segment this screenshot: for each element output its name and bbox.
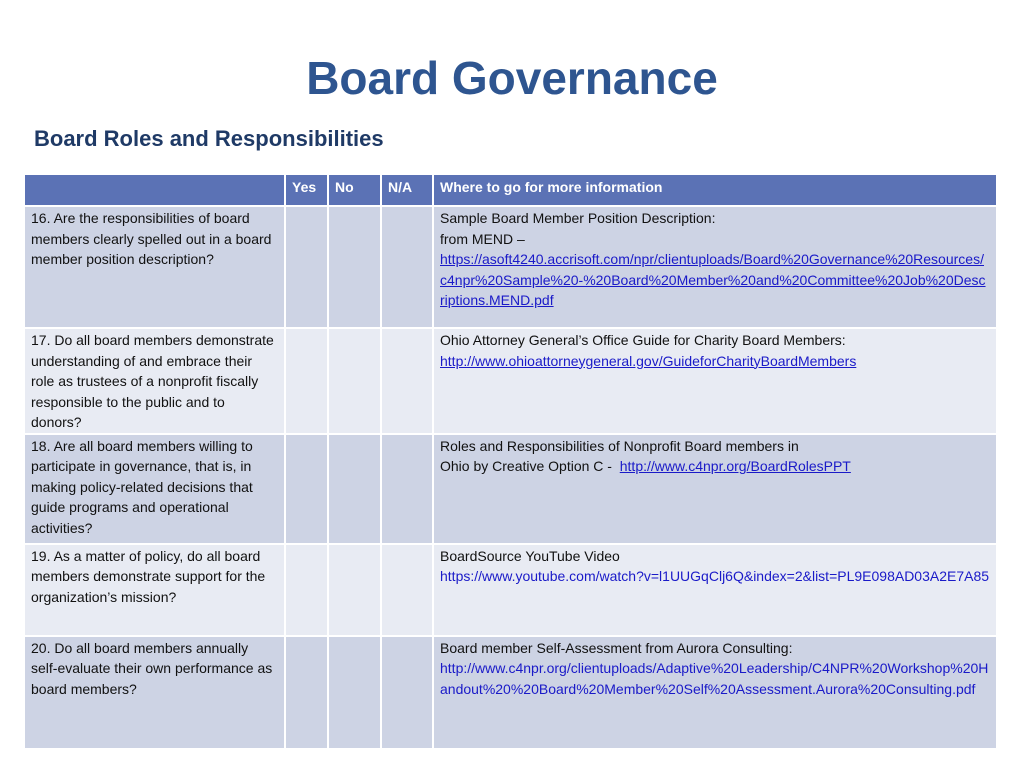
- table-header-row: [25, 175, 996, 206]
- na-cell[interactable]: [381, 206, 433, 328]
- no-cell[interactable]: [328, 434, 381, 544]
- info-link[interactable]: http://www.c4npr.org/BoardRolesPPT: [619, 458, 851, 474]
- question-cell: 19. As a matter of policy, do all board members demonstrate support for the organization’s mission?: [25, 544, 285, 636]
- info-cell: [433, 434, 996, 544]
- question-cell: 20. Do all board members annually self-evaluate their own performance as board members?: [25, 636, 285, 748]
- table-row: [25, 328, 996, 434]
- info-text: Sample Board Member Position Description:: [440, 210, 716, 226]
- header-info: Where to go for more information: [433, 175, 996, 206]
- question-cell: 17. Do all board members demonstrate understanding of and embrace their role as trustees of a nonprofit fiscally responsible to the public and to donors?: [25, 328, 285, 434]
- no-cell[interactable]: [328, 328, 381, 434]
- table-row: [25, 434, 996, 544]
- table-row: [25, 206, 996, 328]
- table-row: [25, 636, 996, 748]
- na-cell[interactable]: [381, 328, 433, 434]
- info-text: Ohio by Creative Option C -: [440, 458, 612, 474]
- header-question: [25, 175, 285, 206]
- yes-cell[interactable]: [285, 544, 328, 636]
- yes-cell[interactable]: [285, 434, 328, 544]
- question-cell: 18. Are all board members willing to participate in governance, that is, in making policy-related decisions that guide programs and operational activities?: [25, 434, 285, 544]
- yes-cell[interactable]: [285, 328, 328, 434]
- info-cell: [433, 328, 996, 434]
- yes-cell[interactable]: [285, 206, 328, 328]
- header-no: No: [328, 175, 381, 206]
- info-text: Ohio Attorney General’s Office Guide for Charity Board Members:: [440, 332, 846, 348]
- info-cell: [433, 544, 996, 636]
- no-cell[interactable]: [328, 544, 381, 636]
- info-text: BoardSource YouTube Video: [440, 547, 620, 564]
- info-text: Roles and Responsibilities of Nonprofit Board members in: [440, 437, 799, 454]
- na-cell[interactable]: [381, 544, 433, 636]
- table-row: [25, 544, 996, 636]
- no-cell[interactable]: [328, 636, 381, 748]
- info-cell: [433, 636, 996, 748]
- header-na: N/A: [381, 175, 433, 206]
- yes-cell[interactable]: [285, 636, 328, 748]
- info-link[interactable]: http://www.ohioattorneygeneral.gov/GuideforCharityBoardMembers: [440, 352, 857, 369]
- no-cell[interactable]: [328, 206, 381, 328]
- slide-title: Board Governance: [306, 52, 718, 104]
- info-text: from MEND –: [440, 230, 525, 247]
- info-cell: [433, 206, 996, 328]
- info-link[interactable]: https://asoft4240.accrisoft.com/npr/clientuploads/Board%20Governance%20Resources/c4npr%20Sample%20-%20Board%20Member%20and%20Committee%20Job%20Descriptions.MEND.pdf: [440, 251, 986, 308]
- question-cell: 16. Are the responsibilities of board members clearly spelled out in a board member position description?: [25, 206, 285, 328]
- info-url[interactable]: https://www.youtube.com/watch?v=l1UUGqClj6Q&index=2&list=PL9E098AD03A2E7A85: [440, 568, 990, 584]
- info-text: Board member Self-Assessment from Aurora Consulting:: [440, 639, 793, 656]
- governance-table: [25, 175, 996, 748]
- info-url[interactable]: http://www.c4npr.org/clientuploads/Adaptive%20Leadership/C4NPR%20Workshop%20Handout%20%20Board%20Member%20Self%20Assessment.Aurora%20Consulting.pdf: [440, 660, 989, 697]
- info-line: [440, 456, 990, 477]
- header-yes: Yes: [285, 175, 328, 206]
- na-cell[interactable]: [381, 434, 433, 544]
- slide-subtitle: Board Roles and Responsibilities: [34, 126, 384, 151]
- na-cell[interactable]: [381, 636, 433, 748]
